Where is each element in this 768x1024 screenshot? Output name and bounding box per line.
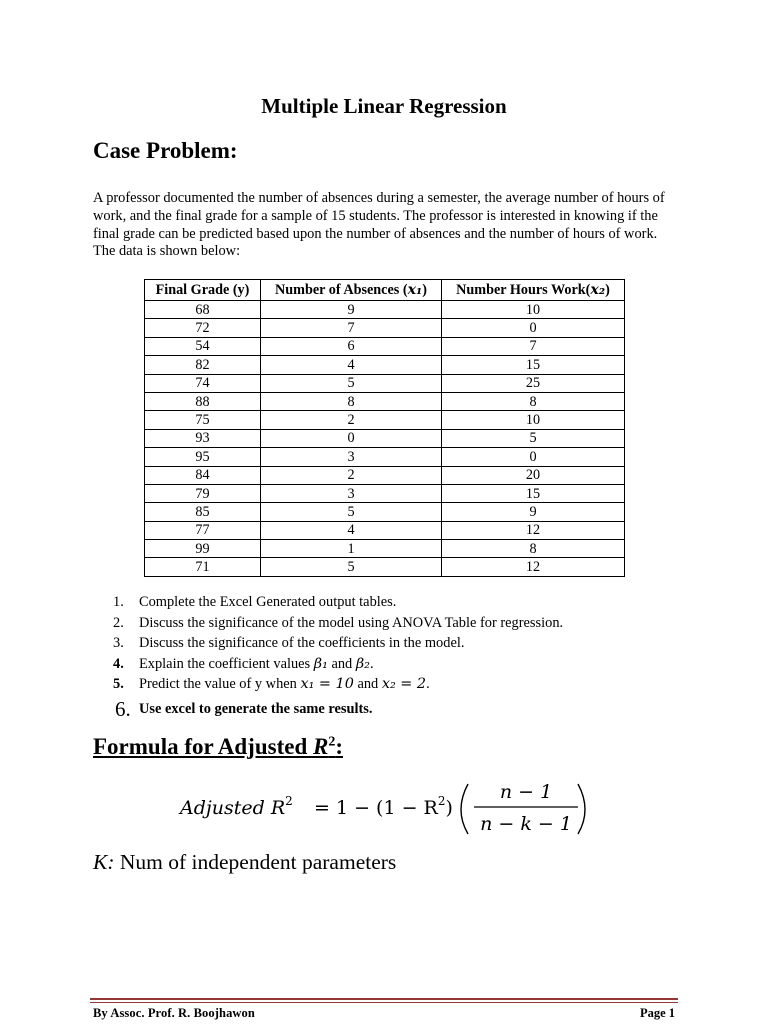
list-item: 4. Explain the coefficient values β₁ and β₂.: [113, 655, 374, 672]
intro-paragraph: A professor documented the number of absences during a semester, the average number of hours of work, and the final grade for a sample of 15 students. The professor is interested in knowing if the final grade can be predicted based upon the number of absences and the number of hours of work. The data is shown below:: [93, 190, 665, 260]
table-cell: 84: [145, 466, 261, 484]
table-cell: 75: [145, 411, 261, 429]
footer-page-number: Page 1: [639, 1006, 675, 1020]
table-cell: 15: [442, 484, 625, 502]
table-cell: 71: [145, 558, 261, 576]
table-cell: 3: [261, 484, 442, 502]
list-item: 6. Use excel to generate the same results.: [115, 696, 373, 721]
table-cell: 0: [261, 429, 442, 447]
table-cell: 85: [145, 503, 261, 521]
table-row: [145, 484, 625, 502]
data-table: [144, 279, 625, 577]
table-row: [145, 521, 625, 539]
table-cell: 8: [442, 392, 625, 410]
table-cell: 72: [145, 319, 261, 337]
table-cell: 4: [261, 356, 442, 374]
list-item: 3. Discuss the significance of the coefficients in the model.: [113, 635, 465, 652]
table-row: [145, 466, 625, 484]
table-cell: 5: [261, 558, 442, 576]
table-cell: 10: [442, 301, 625, 319]
table-row: [145, 540, 625, 558]
table-row: [145, 448, 625, 466]
table-cell: 6: [261, 337, 442, 355]
table-cell: 12: [442, 558, 625, 576]
adjusted-r2-formula: [170, 772, 600, 842]
table-cell: 20: [442, 466, 625, 484]
table-cell: 2: [261, 411, 442, 429]
k-definition: K: Num of independent parameters: [93, 850, 397, 874]
header-hours-work: Number Hours Work(x₂): [442, 280, 625, 301]
table-cell: 99: [145, 540, 261, 558]
table-cell: 79: [145, 484, 261, 502]
task-list: [93, 592, 693, 723]
fraction-numerator: n − 1: [499, 781, 553, 803]
table-cell: 10: [442, 411, 625, 429]
table-row: [145, 392, 625, 410]
formula-lhs: Adjusted $R^2$: [180, 794, 293, 819]
table-cell: 54: [145, 337, 261, 355]
footer-author: By Assoc. Prof. R. Boojhawon: [93, 1006, 255, 1020]
table-cell: 0: [442, 448, 625, 466]
table-row: [145, 429, 625, 447]
table-cell: 15: [442, 356, 625, 374]
table-cell: 5: [261, 374, 442, 392]
table-cell: 8: [261, 392, 442, 410]
fraction-denominator: n − k − 1: [480, 813, 572, 835]
table-cell: 3: [261, 448, 442, 466]
formula-rhs: = $1 - (1 - R^2)$: [314, 794, 453, 819]
footer-rule: [90, 998, 678, 1000]
table-cell: 74: [145, 374, 261, 392]
table-cell: 88: [145, 392, 261, 410]
table-cell: 12: [442, 521, 625, 539]
formula-heading: Formula for Adjusted $R^2$:: [93, 734, 344, 759]
table-row: [145, 337, 625, 355]
table-cell: 9: [261, 301, 442, 319]
table-row: [145, 411, 625, 429]
table-cell: 0: [442, 319, 625, 337]
list-item: 5. Predict the value of y when x₁ = 10 and x₂ = 2.: [113, 676, 430, 693]
table-row: [145, 319, 625, 337]
table-header-row: [145, 280, 625, 301]
header-absences: Number of Absences (x₁): [261, 280, 442, 301]
table-row: [145, 503, 625, 521]
table-cell: 4: [261, 521, 442, 539]
footer-rule-thin: [90, 1002, 678, 1003]
table-cell: 95: [145, 448, 261, 466]
table-row: [145, 374, 625, 392]
table-cell: 7: [442, 337, 625, 355]
list-item: 2. Discuss the significance of the model using ANOVA Table for regression.: [113, 614, 564, 631]
table-cell: 9: [442, 503, 625, 521]
case-problem-heading: Case Problem:: [93, 138, 238, 163]
table-cell: 25: [442, 374, 625, 392]
table-cell: 68: [145, 301, 261, 319]
table-row: [145, 558, 625, 576]
table-cell: 1: [261, 540, 442, 558]
table-cell: 2: [261, 466, 442, 484]
table-cell: 93: [145, 429, 261, 447]
table-row: [145, 356, 625, 374]
document-title: Multiple Linear Regression: [261, 94, 507, 118]
table-cell: 82: [145, 356, 261, 374]
table-cell: 5: [442, 429, 625, 447]
table-cell: 77: [145, 521, 261, 539]
list-item: 1. Complete the Excel Generated output tables.: [113, 594, 397, 610]
table-cell: 5: [261, 503, 442, 521]
table-cell: 7: [261, 319, 442, 337]
table-row: [145, 301, 625, 319]
left-paren: [461, 784, 468, 834]
right-paren: [578, 784, 585, 834]
table-cell: 8: [442, 540, 625, 558]
header-final-grade: Final Grade (y): [145, 280, 261, 301]
